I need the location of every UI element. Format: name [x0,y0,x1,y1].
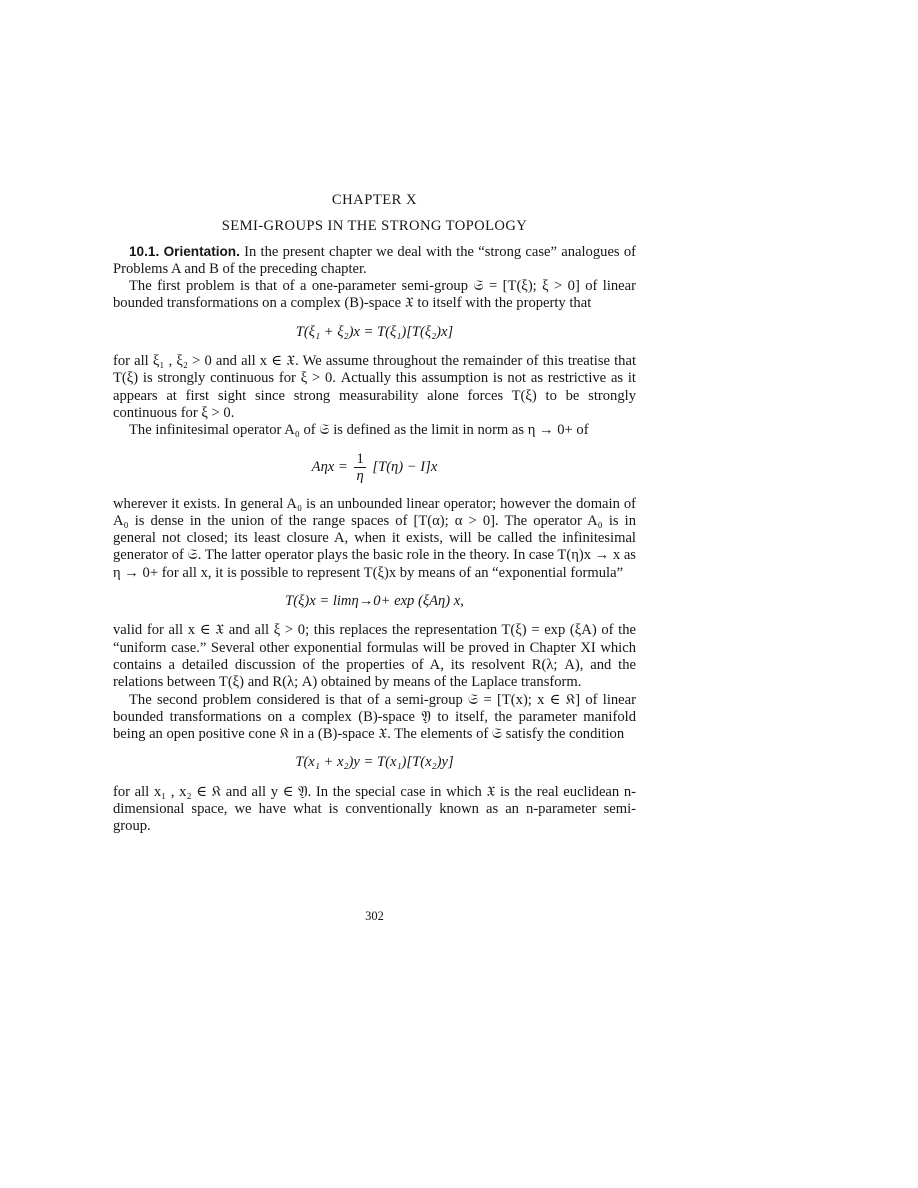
eq2-fraction [354,451,365,484]
equation-exponential-formula: T(ξ)x = limη→0+ exp (ξAη) x, [285,593,464,610]
paragraph-1-text: In the present chapter we deal with the “strong case” analogues of Problems A and B of the preceding chapter. [113,243,637,277]
paragraph-5: wherever it exists. In general A₀ is an unbounded linear operator; however the domain of A₀ is dense in the union of the range spaces of [T(α); α > 0]. The operator A₀ is in general not closed; its least closure A, when it exists, will be called the infinitesimal generator of 𝔖. The latter operator plays the basic role in the theory. In case T(η)x → x as η → 0+ for all x, it is possible to represent T(ξ)x by means of an “exponential formula” [113,495,636,581]
page-body [113,192,637,923]
eq2-denominator: η [356,467,364,484]
paragraph-6: valid for all x ∈ 𝔛 and all ξ > 0; this replaces the representation T(ξ) = exp (ξA) of the “uniform case.” Several other exponential formulas will be proved in Chapter XI which contains a detailed discussion of the properties of A, its resolvent R(λ; A), and the relations between T(ξ) and R(λ; A) obtained by means of the Laplace transform. [113,622,636,691]
eq2-rhs: [T(η) − I]x [372,458,438,475]
paragraph-7: The second problem considered is that of a semi-group 𝔖 = [T(x); x ∈ 𝔎] of linear bounded transformations on a complex (B)-space 𝔜 to itself, the parameter manifold being an open positive cone 𝔎 in a (B)-space 𝔛. The elements of 𝔖 satisfy the condition [113,691,636,743]
paragraph-8: for all x₁ , x₂ ∈ 𝔎 and all y ∈ 𝔜. In the special case in which 𝔛 is the real euclidean n-dimensional space, we have what is conventionally known as an n-parameter semi-group. [113,783,636,835]
chapter-number: CHAPTER X [331,192,418,208]
paragraph-3: for all ξ₁ , ξ₂ > 0 and all x ∈ 𝔛. We assume throughout the remainder of this treatise that T(ξ) is strongly continuous for ξ > 0. Actually this assumption is not as restrictive as it appears at first sight since strong measurability alone forces T(ξ) to be strongly continuous for ξ > 0. [113,353,636,421]
equation-multiparameter-property: T(x₁ + x₂)y = T(x₁)[T(x₂)y] [295,754,454,771]
eq2-numerator: 1 [356,450,364,467]
equation-semigroup-property: T(ξ₁ + ξ₂)x = T(ξ₁)[T(ξ₂)x] [295,323,454,340]
paragraph-2: The first problem is that of a one-parameter semi-group 𝔖 = [T(ξ); ξ > 0] of linear bounded transformations on a complex (B)-space 𝔛 to itself with the property that [113,278,636,312]
page-number: 302 [365,909,384,923]
eq2-lhs: Aηx = [311,458,348,475]
equation-difference-quotient [113,451,636,484]
paragraph-4: The infinitesimal operator A₀ of 𝔖 is defined as the limit in norm as η → 0+ of [129,422,589,439]
paragraph-orientation [113,243,636,279]
chapter-title: SEMI-GROUPS IN THE STRONG TOPOLOGY [221,218,528,235]
section-heading: 10.1. Orientation. [129,243,240,259]
